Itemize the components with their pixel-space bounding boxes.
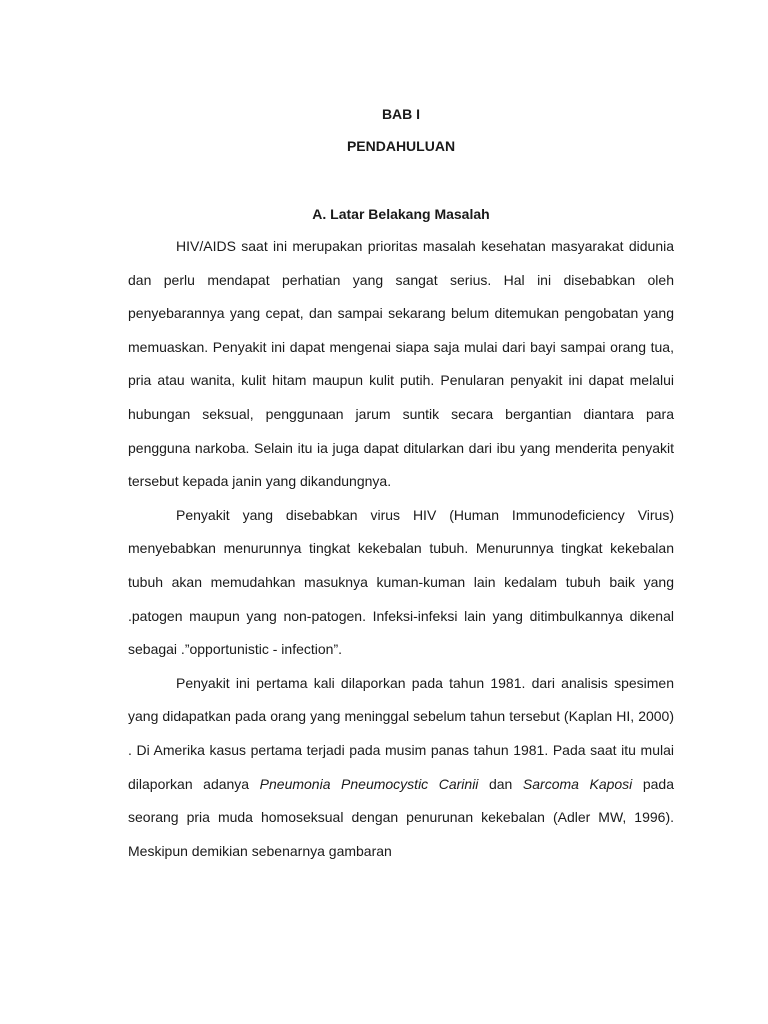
paragraph-3-text-b: dan: [478, 775, 523, 792]
paragraph-3-italic-term-1: Pneumonia Pneumocystic Carinii: [259, 775, 479, 792]
paragraph-3-text-a: Penyakit ini pertama kali dilaporkan pada tahun 1981. dari analisis spesimen yang didapatkan pada orang yang meninggal sebelum tahun tersebut (Kaplan HI, 2000) . Di Amerika kasus pertama terjadi pada musim panas tahun 1981. Pada saat itu mulai dilaporkan adanya: [128, 674, 674, 792]
section-heading: A. Latar Belakang Masalah: [312, 206, 490, 222]
document-page: [128, 0, 674, 1024]
chapter-title: PENDAHULUAN: [346, 138, 456, 154]
chapter-number: BAB I: [381, 106, 421, 122]
body-text: [128, 230, 674, 868]
paragraph-3-text-c: pada seorang pria muda homoseksual dengan penurunan kekebalan (Adler MW, 1996). Meskipun demikian sebenarnya gambaran: [128, 775, 674, 859]
paragraph-3: [128, 667, 674, 869]
paragraph-2: Penyakit yang disebabkan virus HIV (Human Immunodeficiency Virus) menyebabkan menurunnya tingkat kekebalan tubuh. Menurunnya tingkat kekebalan tubuh akan memudahkan masuknya kuman-kuman lain kedalam tubuh baik yang .patogen maupun yang non-patogen. Infeksi-infeksi lain yang ditimbulkannya dikenal sebagai .”opportunistic - infection”.: [128, 506, 674, 658]
paragraph-1: HIV/AIDS saat ini merupakan prioritas masalah kesehatan masyarakat didunia dan perlu mendapat perhatian yang sangat serius. Hal ini disebabkan oleh penyebarannya yang cepat, dan sampai sekarang belum ditemukan pengobatan yang memuaskan. Penyakit ini dapat mengenai siapa saja mulai dari bayi sampai orang tua, pria atau wanita, kulit hitam maupun kulit putih. Penularan penyakit ini dapat melalui hubungan seksual, penggunaan jarum suntik secara bergantian diantara para pengguna narkoba. Selain itu ia juga dapat ditularkan dari ibu yang menderita penyakit tersebut kepada janin yang dikandungnya.: [128, 238, 674, 490]
paragraph-3-italic-term-2: Sarcoma Kaposi: [522, 775, 633, 792]
